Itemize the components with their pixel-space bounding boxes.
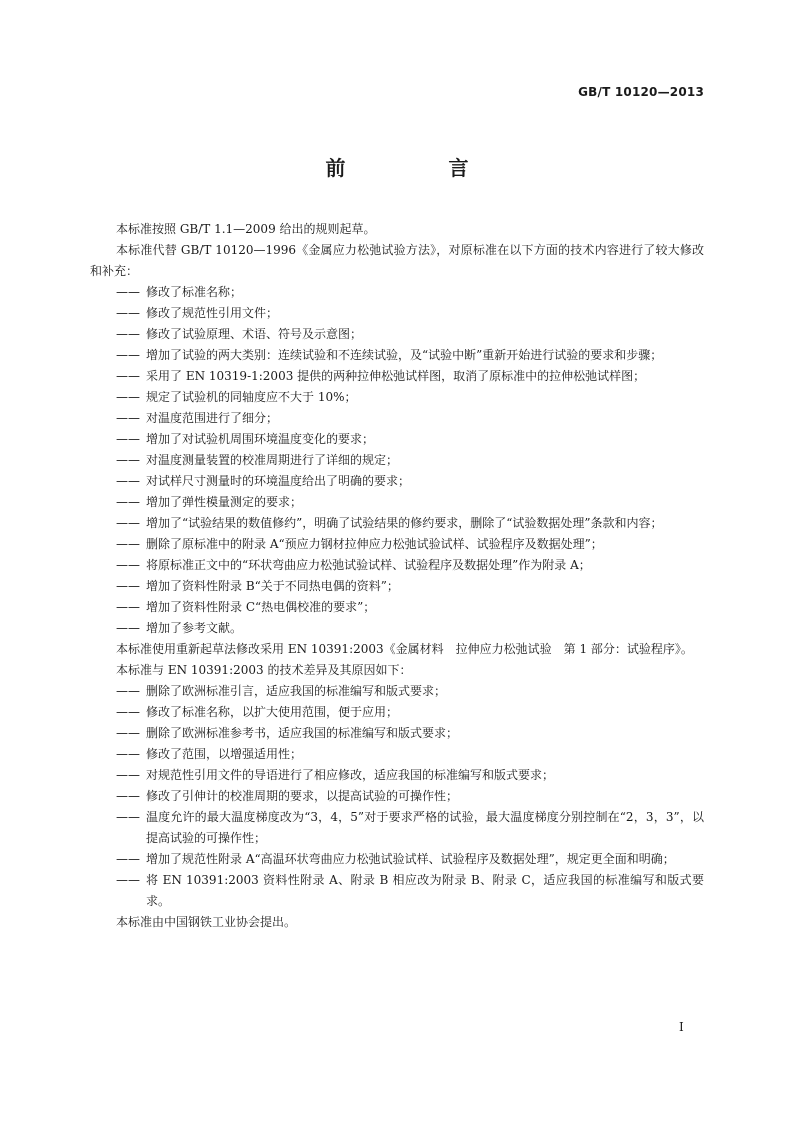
list-item-text: 采用了 EN 10319-1:2003 提供的两种拉伸松弛试样图，取消了原标准中的拉伸松弛试样图； xyxy=(146,369,646,383)
list-item xyxy=(90,513,704,534)
list-item-text: 删除了欧洲标准参考书，适应我国的标准编写和版式要求； xyxy=(146,726,459,740)
dash-marker: —— xyxy=(116,285,140,299)
list-item xyxy=(90,387,704,408)
dash-marker: —— xyxy=(116,327,140,341)
list-item xyxy=(90,303,704,324)
list-item-text: 增加了试验的两大类别：连续试验和不连续试验，及“试验中断”重新开始进行试验的要求和步骤； xyxy=(146,348,663,362)
dash-marker: —— xyxy=(116,726,140,740)
list-item xyxy=(90,786,704,807)
dash-marker: —— xyxy=(116,852,140,866)
list-item xyxy=(90,534,704,555)
list-item-text: 对试样尺寸测量时的环境温度给出了明确的要求； xyxy=(146,474,411,488)
list-item-text: 删除了原标准中的附录 A“预应力钢材拉伸应力松弛试验试样、试验程序及数据处理”； xyxy=(146,537,603,551)
differences-list xyxy=(90,681,704,912)
dash-marker: —— xyxy=(116,348,140,362)
list-item xyxy=(90,807,704,849)
list-item xyxy=(90,429,704,450)
list-item xyxy=(90,681,704,702)
list-item-text: 修改了标准名称； xyxy=(146,285,243,299)
list-item-text: 增加了弹性模量测定的要求； xyxy=(146,495,303,509)
list-item xyxy=(90,366,704,387)
list-item xyxy=(90,408,704,429)
list-item-text: 修改了引伸计的校准周期的要求，以提高试验的可操作性； xyxy=(146,789,459,803)
list-item-text: 将原标准正文中的“环状弯曲应力松弛试验试样、试验程序及数据处理”作为附录 A； xyxy=(146,558,591,572)
dash-marker: —— xyxy=(116,873,140,887)
dash-marker: —— xyxy=(116,810,140,824)
dash-marker: —— xyxy=(116,537,140,551)
dash-marker: —— xyxy=(116,390,140,404)
list-item-text: 增加了“试验结果的数值修约”，明确了试验结果的修约要求，删除了“试验数据处理”条款和内容； xyxy=(146,516,663,530)
list-item-text: 增加了对试验机周围环境温度变化的要求； xyxy=(146,432,375,446)
list-item xyxy=(90,324,704,345)
foreword-body xyxy=(90,219,704,933)
list-item xyxy=(90,618,704,639)
dash-marker: —— xyxy=(116,432,140,446)
list-item-text: 增加了参考文献。 xyxy=(146,621,243,635)
list-item-text: 将 EN 10391:2003 资料性附录 A、附录 B 相应改为附录 B、附录 C，适应我国的标准编写和版式要求。 xyxy=(146,873,704,908)
list-item xyxy=(90,576,704,597)
dash-marker: —— xyxy=(116,306,140,320)
list-item xyxy=(90,702,704,723)
list-item-text: 增加了资料性附录 C“热电偶校准的要求”； xyxy=(146,600,376,614)
dash-marker: —— xyxy=(116,474,140,488)
list-item-text: 修改了范围，以增强适用性； xyxy=(146,747,303,761)
dash-marker: —— xyxy=(116,516,140,530)
list-item-text: 修改了规范性引用文件； xyxy=(146,306,279,320)
list-item-text: 对规范性引用文件的导语进行了相应修改，适应我国的标准编写和版式要求； xyxy=(146,768,555,782)
dash-marker: —— xyxy=(116,789,140,803)
standard-code: GB/T 10120—2013 xyxy=(578,85,704,99)
list-item xyxy=(90,597,704,618)
list-item xyxy=(90,849,704,870)
dash-marker: —— xyxy=(116,579,140,593)
dash-marker: —— xyxy=(116,453,140,467)
list-item xyxy=(90,345,704,366)
list-item-text: 规定了试验机的同轴度应不大于 10%； xyxy=(146,390,357,404)
dash-marker: —— xyxy=(116,621,140,635)
differences-intro-paragraph: 本标准与 EN 10391:2003 的技术差异及其原因如下： xyxy=(116,663,412,677)
list-item xyxy=(90,723,704,744)
dash-marker: —— xyxy=(116,558,140,572)
adoption-paragraph: 本标准使用重新起草法修改采用 EN 10391:2003《金属材料 拉伸应力松弛试验 第 1 部分：试验程序》。 xyxy=(116,642,693,656)
list-item xyxy=(90,870,704,912)
dash-marker: —— xyxy=(116,705,140,719)
list-item-text: 增加了规范性附录 A“高温环状弯曲应力松弛试验试样、试验程序及数据处理”，规定更全面和明确； xyxy=(146,852,675,866)
dash-marker: —— xyxy=(116,495,140,509)
changes-list xyxy=(90,282,704,639)
list-item xyxy=(90,282,704,303)
dash-marker: —— xyxy=(116,600,140,614)
list-item-text: 对温度范围进行了细分； xyxy=(146,411,279,425)
proposer-paragraph: 本标准由中国钢铁工业协会提出。 xyxy=(116,915,297,929)
list-item xyxy=(90,744,704,765)
drafting-rules-paragraph: 本标准按照 GB/T 1.1—2009 给出的规则起草。 xyxy=(116,222,376,236)
list-item xyxy=(90,450,704,471)
list-item-text: 删除了欧洲标准引言，适应我国的标准编写和版式要求； xyxy=(146,684,447,698)
dash-marker: —— xyxy=(116,684,140,698)
list-item-text: 温度允许的最大温度梯度改为“3，4，5”对于要求严格的试验，最大温度梯度分别控制在“2，3，3”，以提高试验的可操作性； xyxy=(146,810,704,845)
replacement-paragraph: 本标准代替 GB/T 10120—1996《金属应力松弛试验方法》，对原标准在以下方面的技术内容进行了较大修改和补充： xyxy=(90,243,704,278)
page-number: I xyxy=(679,1020,684,1034)
dash-marker: —— xyxy=(116,747,140,761)
list-item-text: 增加了资料性附录 B“关于不同热电偶的资料”； xyxy=(146,579,399,593)
dash-marker: —— xyxy=(116,411,140,425)
dash-marker: —— xyxy=(116,369,140,383)
list-item-text: 修改了标准名称，以扩大使用范围，便于应用； xyxy=(146,705,399,719)
list-item xyxy=(90,555,704,576)
list-item-text: 对温度测量装置的校准周期进行了详细的规定； xyxy=(146,453,399,467)
page-title: 前 言 xyxy=(325,156,517,180)
list-item xyxy=(90,492,704,513)
list-item xyxy=(90,471,704,492)
list-item-text: 修改了试验原理、术语、符号及示意图； xyxy=(146,327,363,341)
list-item xyxy=(90,765,704,786)
dash-marker: —— xyxy=(116,768,140,782)
